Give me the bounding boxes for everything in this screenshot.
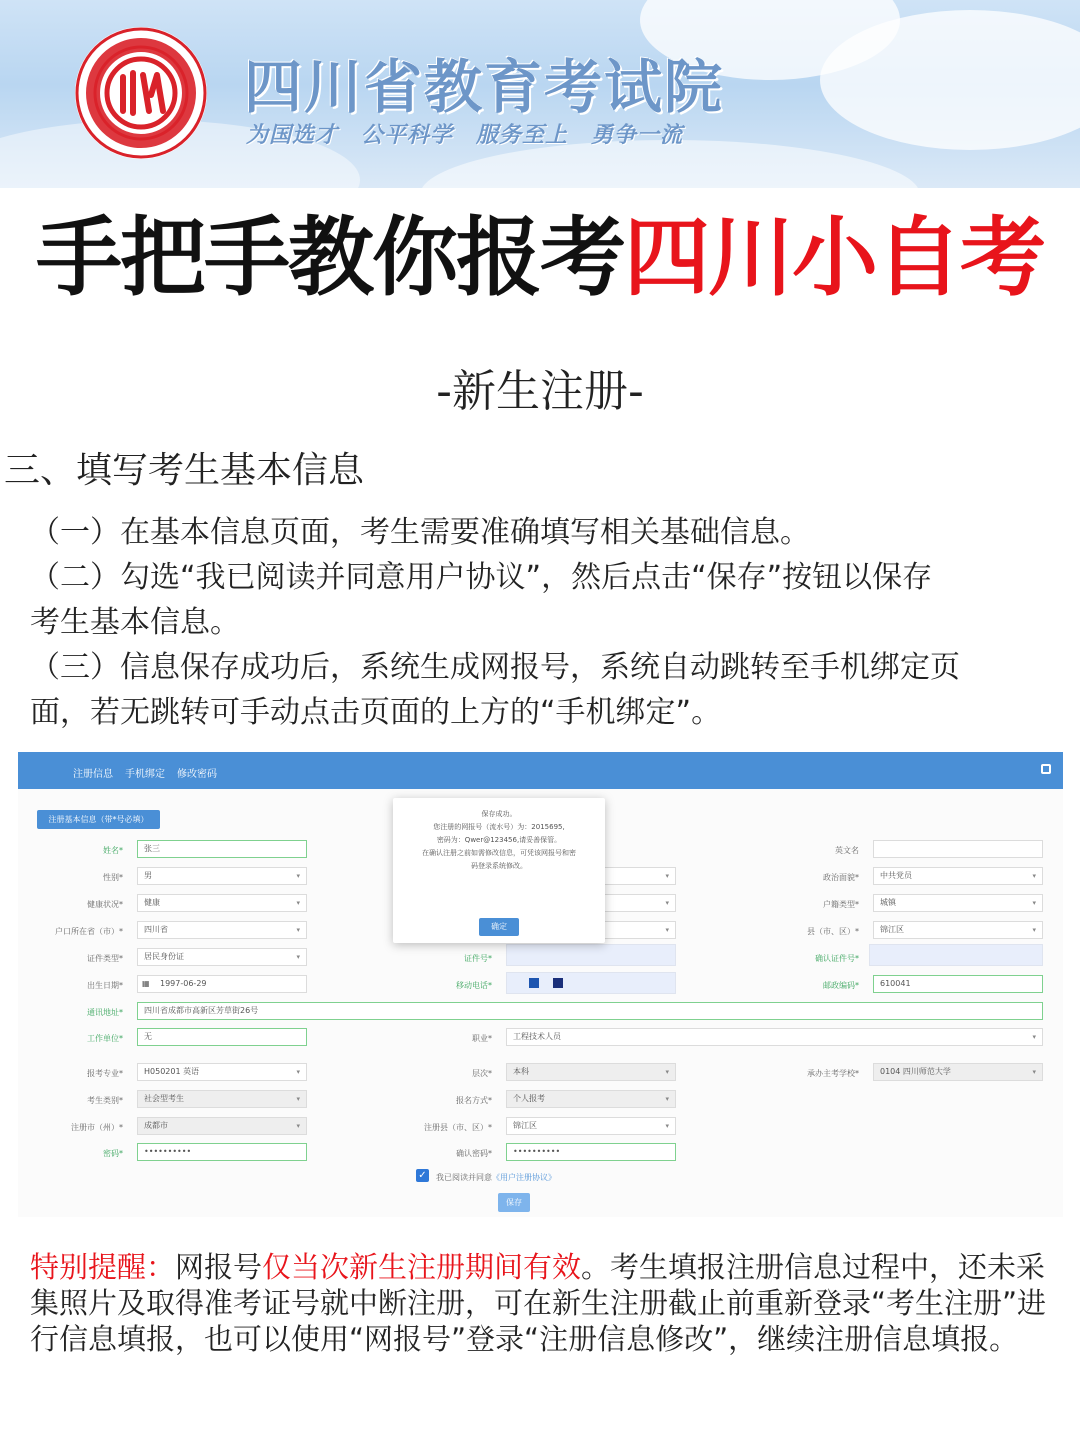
chevron-down-icon: ▾	[665, 926, 669, 934]
id-type-select[interactable]	[137, 948, 307, 966]
occupation-select[interactable]	[506, 1028, 1043, 1046]
label-confirm-id: 确认证件号*	[815, 954, 859, 963]
confirm-button[interactable]: 确定	[479, 918, 519, 936]
work-input[interactable]: 无	[137, 1028, 307, 1046]
reg-county-value: 锦江区	[513, 1121, 537, 1130]
step-2: （二）勾选“我已阅读并同意用户协议”，然后点击“保存”按钮以保存	[30, 560, 933, 595]
id-number-input[interactable]	[506, 944, 676, 966]
save-success-dialog	[393, 798, 605, 943]
label-reg-city: 注册市（州）*	[71, 1123, 123, 1132]
headline-part1: 手把手教你报考	[36, 208, 624, 308]
politics-select[interactable]	[873, 867, 1043, 885]
chevron-down-icon: ▾	[1032, 872, 1036, 880]
reminder-text-2: 。考生填报注册信息过程中，还未采集照片及取得准考证号就中断注册，可在新生注册截止前重新登录“考生注册”进行信息填报，也可以使用“网报号”登录“注册信息修改”，继续注册信息填报。	[30, 1250, 1047, 1356]
step-3-cont: 面，若无跳转可手动点击页面的上方的“手机绑定”。	[30, 695, 722, 730]
label-postcode: 邮政编码*	[823, 981, 859, 990]
reminder-label: 特别提醒：	[30, 1250, 176, 1284]
gender-value: 男	[144, 871, 152, 880]
health-select[interactable]	[137, 894, 307, 912]
label-work: 工作单位*	[87, 1034, 123, 1043]
confirm-password-input[interactable]: ••••••••••	[506, 1143, 676, 1161]
postcode-input[interactable]: 610041	[873, 975, 1043, 993]
label-reg-method: 报名方式*	[456, 1096, 492, 1105]
chevron-down-icon: ▾	[296, 1068, 300, 1076]
confirm-id-input[interactable]	[869, 944, 1043, 966]
reg-method-value: 个人报考	[513, 1094, 545, 1103]
step-3: （三）信息保存成功后，系统生成网报号，系统自动跳转至手机绑定页	[30, 650, 960, 685]
chevron-down-icon: ▾	[296, 1095, 300, 1103]
chevron-down-icon: ▾	[665, 899, 669, 907]
reg-city-select[interactable]	[137, 1117, 307, 1135]
banner-slogan: 为国选才 公平科学 服务至上 勇争一流	[246, 123, 684, 148]
chevron-down-icon: ▾	[296, 872, 300, 880]
basic-info-button[interactable]: 注册基本信息（带*号必填）	[37, 810, 160, 829]
label-hukou-province: 户口所在省（市）*	[55, 927, 123, 936]
address-input[interactable]: 四川省成都市高新区芳草街26号	[137, 1002, 1043, 1020]
label-gender: 性别*	[103, 873, 123, 882]
calendar-icon: ▦	[142, 979, 150, 988]
nav-change-password[interactable]: 修改密码	[177, 769, 217, 780]
header-banner	[0, 0, 1080, 188]
county-select[interactable]	[873, 921, 1043, 939]
banner-title: 四川省教育考试院	[244, 53, 725, 121]
health-value: 健康	[144, 898, 160, 907]
user-agreement-link[interactable]: 《用户注册协议》	[492, 1173, 556, 1182]
label-occupation: 职业*	[472, 1034, 492, 1043]
registration-screenshot	[18, 752, 1063, 1217]
chevron-down-icon: ▾	[665, 1068, 669, 1076]
page-headline	[0, 203, 1080, 313]
top-navbar	[18, 752, 1063, 789]
label-politics: 政治面貌*	[823, 873, 859, 882]
section-title: 三、填写考生基本信息	[4, 450, 365, 491]
dialog-line: 密码为：Qwer@123456,请妥善保管。	[436, 836, 562, 844]
id-type-value: 居民身份证	[144, 952, 184, 961]
label-confirm-password: 确认密码*	[456, 1149, 492, 1158]
dialog-line: 保存成功。	[481, 810, 517, 818]
mobile-input[interactable]	[506, 972, 676, 994]
special-reminder	[30, 1249, 1060, 1357]
politics-value: 中共党员	[880, 871, 912, 880]
reminder-text-1: 网报号	[175, 1250, 263, 1284]
hukou-type-value: 城镇	[880, 898, 896, 907]
label-english-name: 英文名	[835, 846, 859, 855]
chevron-down-icon: ▾	[665, 1122, 669, 1130]
major-select[interactable]	[137, 1063, 307, 1081]
chevron-down-icon: ▾	[296, 926, 300, 934]
redaction-block	[553, 978, 563, 988]
chevron-down-icon: ▾	[1032, 1033, 1036, 1041]
redaction-block	[529, 978, 539, 988]
label-county: 县（市、区）*	[807, 927, 859, 936]
school-select[interactable]	[873, 1063, 1043, 1081]
gender-select[interactable]	[137, 867, 307, 885]
chevron-down-icon: ▾	[296, 899, 300, 907]
dialog-line: 在确认注册之前如需修改信息，可凭该网报号和密	[422, 849, 576, 857]
password-input[interactable]: ••••••••••	[137, 1143, 307, 1161]
label-name: 姓名*	[103, 846, 123, 855]
chevron-down-icon: ▾	[1032, 926, 1036, 934]
label-health: 健康状况*	[87, 900, 123, 909]
page-subtitle: -新生注册-	[436, 366, 644, 417]
name-input[interactable]: 张三	[137, 840, 307, 858]
agree-label	[436, 1172, 556, 1183]
label-hukou-type: 户籍类型*	[823, 900, 859, 909]
label-id-number: 证件号*	[464, 954, 492, 963]
dialog-line: 码登录系统修改。	[471, 862, 527, 870]
category-value: 社会型考生	[144, 1094, 184, 1103]
nav-register-info[interactable]: 注册信息	[73, 769, 113, 780]
reminder-highlight: 仅当次新生注册期间有效	[262, 1250, 582, 1284]
label-category: 考生类别*	[87, 1096, 123, 1105]
english-name-input[interactable]	[873, 840, 1043, 858]
agree-checkbox[interactable]: ✓	[416, 1169, 429, 1182]
dialog-line: 您注册的网报号（流水号）为：2015695,	[433, 823, 565, 831]
label-major: 报考专业*	[87, 1069, 123, 1078]
level-value: 本科	[513, 1067, 529, 1076]
hukou-type-select[interactable]	[873, 894, 1043, 912]
form-area	[18, 789, 1063, 1217]
label-reg-county: 注册县（市、区）*	[424, 1123, 492, 1132]
headline-part2: 四川小自考	[624, 208, 1044, 308]
label-mobile: 移动电话*	[456, 981, 492, 990]
label-id-type: 证件类型*	[87, 954, 123, 963]
label-level: 层次*	[472, 1069, 492, 1078]
agree-text: 我已阅读并同意	[436, 1173, 492, 1182]
reg-city-value: 成都市	[144, 1121, 168, 1130]
birth-date-input[interactable]	[137, 975, 307, 993]
nav-phone-binding[interactable]: 手机绑定	[125, 769, 165, 780]
occupation-value: 工程技术人员	[513, 1032, 561, 1041]
logout-icon[interactable]	[1041, 764, 1051, 774]
step-1: （一）在基本信息页面，考生需要准确填写相关基础信息。	[30, 515, 810, 550]
label-password: 密码*	[103, 1149, 123, 1158]
reg-county-select[interactable]	[506, 1117, 676, 1135]
chevron-down-icon: ▾	[665, 872, 669, 880]
chevron-down-icon: ▾	[1032, 1068, 1036, 1076]
hukou-province-value: 四川省	[144, 925, 168, 934]
chevron-down-icon: ▾	[665, 1095, 669, 1103]
hukou-province-select[interactable]	[137, 921, 307, 939]
chevron-down-icon: ▾	[296, 1122, 300, 1130]
school-value: 0104 四川师范大学	[880, 1067, 951, 1076]
step-2-cont: 考生基本信息。	[30, 605, 240, 640]
chevron-down-icon: ▾	[1032, 899, 1036, 907]
category-select[interactable]	[137, 1090, 307, 1108]
label-address: 通讯地址*	[87, 1008, 123, 1017]
chevron-down-icon: ▾	[296, 953, 300, 961]
label-school: 承办主考学校*	[807, 1069, 859, 1078]
major-value: H050201 英语	[144, 1067, 200, 1076]
save-button[interactable]: 保存	[498, 1193, 530, 1212]
birth-value: 1997-06-29	[160, 979, 207, 988]
label-birth: 出生日期*	[87, 981, 123, 990]
level-select[interactable]	[506, 1063, 676, 1081]
dialog-message	[401, 808, 597, 873]
exam-authority-logo	[73, 25, 209, 161]
reg-method-select[interactable]	[506, 1090, 676, 1108]
county-value: 锦江区	[880, 925, 904, 934]
